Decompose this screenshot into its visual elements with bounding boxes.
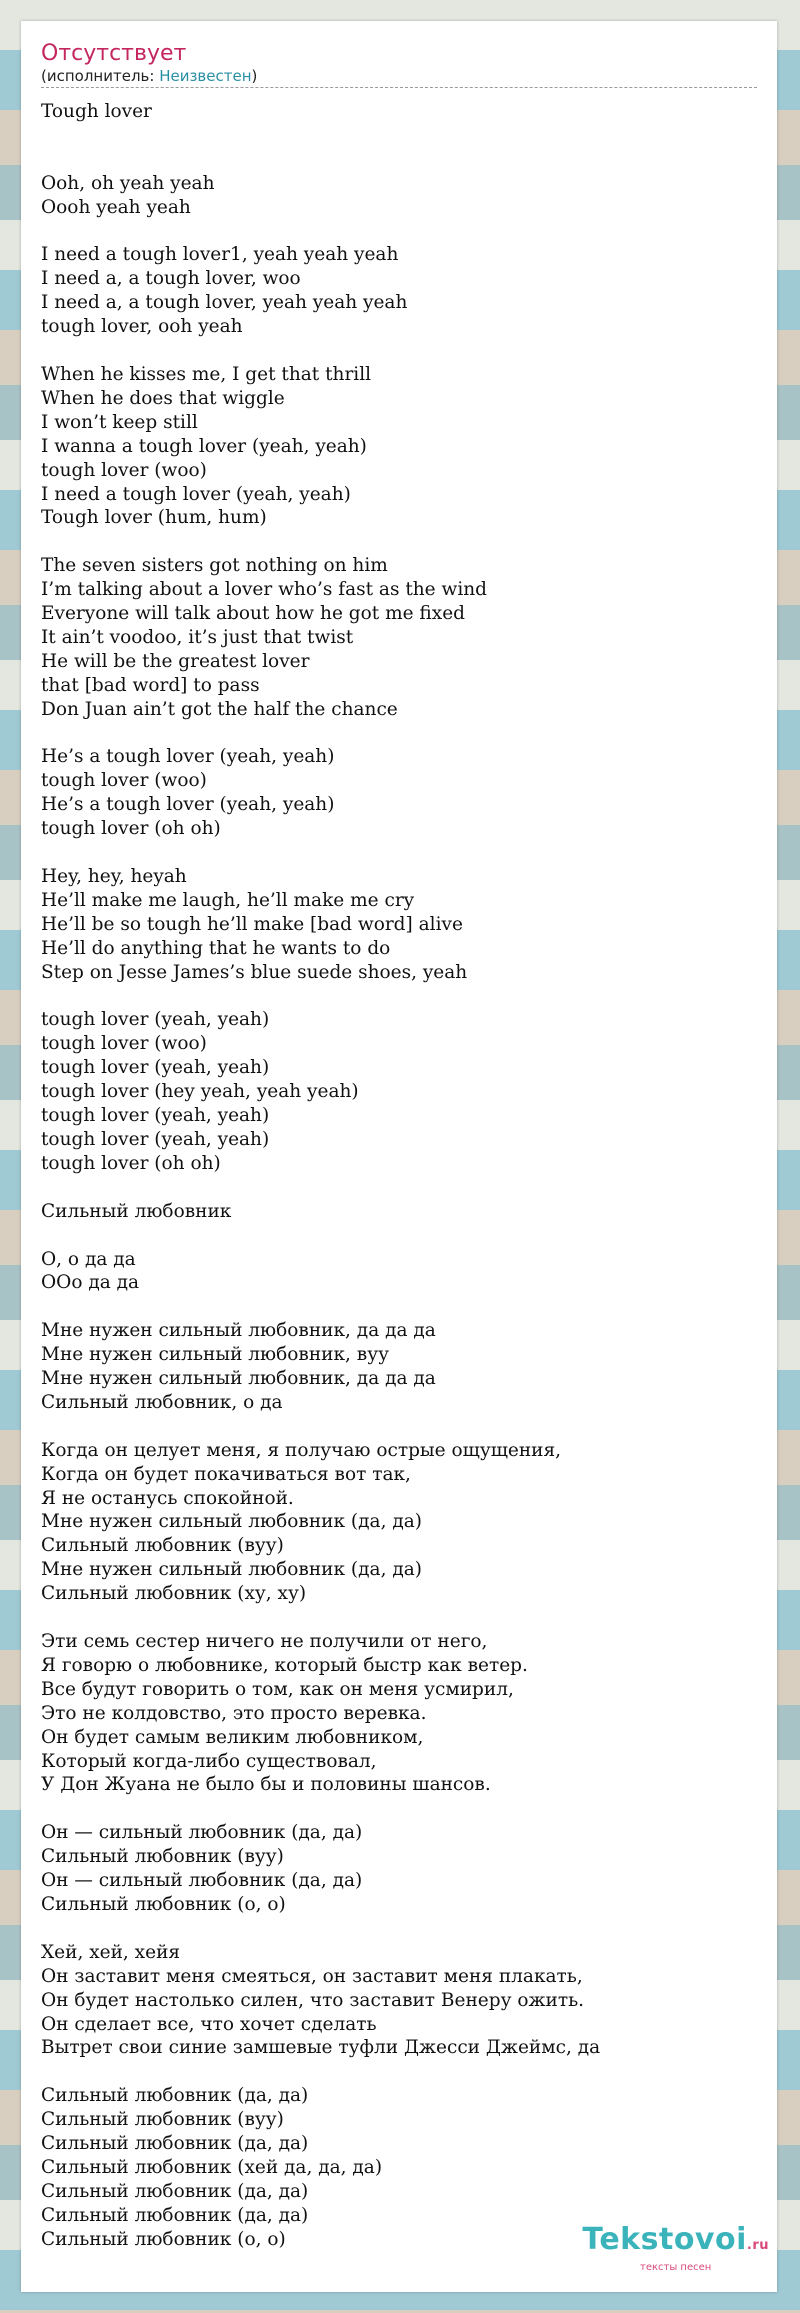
lyrics-card xyxy=(21,21,777,2292)
artist-link[interactable]: Неизвестен xyxy=(159,67,252,85)
artist-prefix: (исполнитель: xyxy=(41,67,160,85)
logo-tagline: тексты песен xyxy=(640,2262,712,2273)
song-header xyxy=(41,41,757,88)
site-logo[interactable] xyxy=(582,2224,769,2274)
lyrics-text: Tough lover Ooh, oh yeah yeah Oooh yeah yeah I need a tough lover1, yeah yeah yeah I need a, a tough lover, woo I need a, a tough lover, yeah yeah yeah tough lover, ooh yeah When he kisses me, I get that thrill When he does that wiggle I won’t keep still I wanna a tough lover (yeah, yeah) tough lover (woo) I need a tough lover (yeah, yeah) Tough lover (hum, hum) The seven sisters got nothing on him I’m talking about a lover who’s fast as the wind Everyone will talk about how he got me fixed It ain’t voodoo, it’s just that twist He will be the greatest lover that [bad word] to pass Don Juan ain’t got the half the chance He’s a tough lover (yeah, yeah) tough lover (woo) He’s a tough lover (yeah, yeah) tough lover (oh oh) Hey, hey, heyah He’ll make me laugh, he’ll make me cry He’ll be so tough he’ll make [bad word] alive He’ll do anything that he wants to do Step on Jesse James’s blue suede shoes, yeah tough lover (yeah, yeah) tough lover (woo) tough lover (yeah, yeah) tough lover (hey yeah, yeah yeah) tough lover (yeah, yeah) tough lover (yeah, yeah) tough lover (oh oh) Сильный любовник О, о да да ООо да да Мне нужен сильный любовник, да да да Мне нужен сильный любовник, вуу Мне нужен сильный любовник, да да да Сильный любовник, о да Когда он целует меня, я получаю острые ощущения, Когда он будет покачиваться вот так, Я не останусь спокойной. Мне нужен сильный любовник (да, да) Сильный любовник (вуу) Мне нужен сильный любовник (да, да) Сильный любовник (ху, ху) Эти семь сестер ничего не получили от него, Я говорю о любовнике, который быстр как ветер. Все будут говорить о том, как он меня усмирил, Это не колдовство, это просто веревка. Он будет самым великим любовником, Который когда-либо существовал, У Дон Жуана не было бы и половины шансов. Он — сильный любовник (да, да) Сильный любовник (вуу) Он — сильный любовник (да, да) Сильный любовник (о, о) Хей, хей, хейя Он заставит меня смеяться, он заставит меня плакать, Он будет настолько силен, что заставит Венеру ожить. Он сделает все, что хочет сделать Вытрет свои синие замшевые туфли Джесси Джеймс, да Сильный любовник (да, да) Сильный любовник (вуу) Сильный любовник (да, да) Сильный любовник (хей да, да, да) Сильный любовник (да, да) Сильный любовник (да, да) Сильный любовник (о, о) xyxy=(41,101,601,2250)
artist-line xyxy=(41,67,757,85)
logo-wordmark xyxy=(582,2224,769,2262)
artist-suffix: ) xyxy=(251,67,258,85)
song-title: Отсутствует xyxy=(41,41,187,66)
logo-tld: .ru xyxy=(746,2238,769,2253)
logo-name: Tekstovoi xyxy=(582,2222,747,2257)
